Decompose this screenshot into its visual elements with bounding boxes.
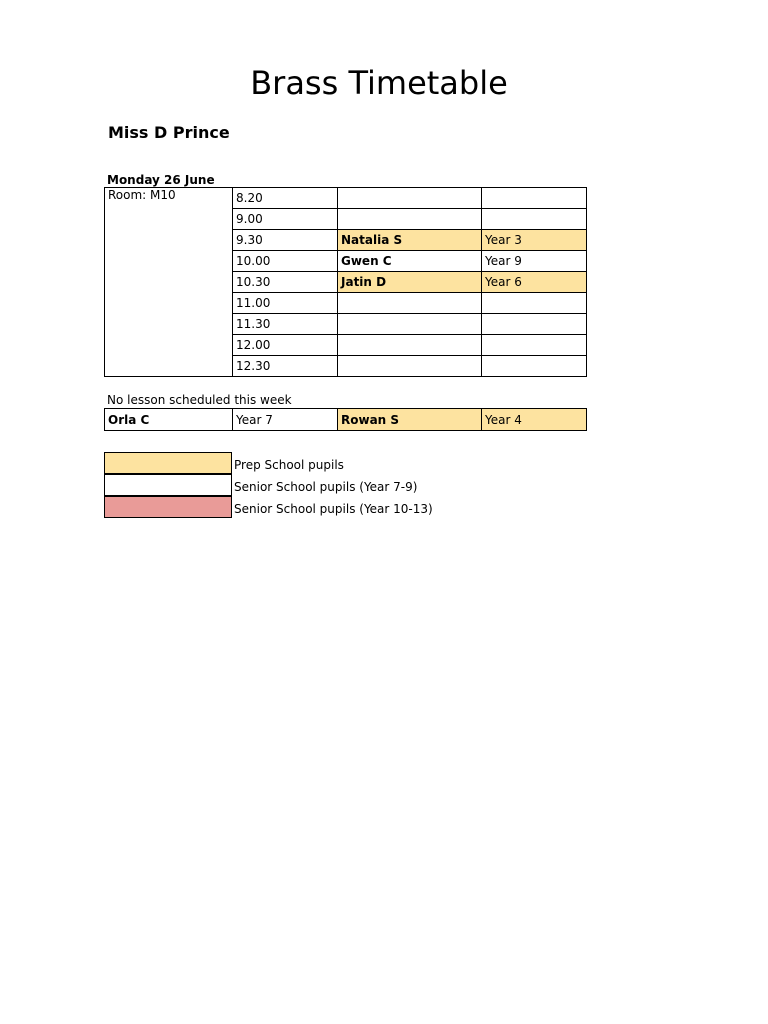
pupil-cell	[338, 356, 482, 377]
year-cell	[482, 356, 587, 377]
legend-swatch-prep	[104, 452, 232, 474]
no-lesson-label: No lesson scheduled this week	[107, 393, 292, 407]
time-cell: 10.30	[233, 272, 338, 293]
year-cell	[482, 335, 587, 356]
table-row	[105, 409, 587, 431]
year-cell: Year 9	[482, 251, 587, 272]
time-cell: 8.20	[233, 188, 338, 209]
year-cell	[482, 209, 587, 230]
year-cell: Year 3	[482, 230, 587, 251]
legend-label: Senior School pupils (Year 10-13)	[234, 502, 433, 516]
pupil-cell: Rowan S	[338, 409, 482, 431]
pupil-cell: Natalia S	[338, 230, 482, 251]
year-cell	[482, 314, 587, 335]
pupil-cell: Gwen C	[338, 251, 482, 272]
pupil-cell	[338, 293, 482, 314]
pupil-cell	[338, 335, 482, 356]
year-cell	[482, 293, 587, 314]
teacher-name: Miss D Prince	[108, 123, 230, 142]
legend-label: Prep School pupils	[234, 458, 344, 472]
legend-swatch-senior-7-9	[104, 474, 232, 496]
pupil-cell	[338, 209, 482, 230]
year-cell: Year 4	[482, 409, 587, 431]
legend-swatch-senior-10-13	[104, 496, 232, 518]
time-cell: 12.00	[233, 335, 338, 356]
time-cell: 10.00	[233, 251, 338, 272]
year-cell: Year 6	[482, 272, 587, 293]
timetable	[104, 187, 587, 377]
pupil-cell: Jatin D	[338, 272, 482, 293]
time-cell: 9.00	[233, 209, 338, 230]
time-cell: 11.00	[233, 293, 338, 314]
legend-label: Senior School pupils (Year 7-9)	[234, 480, 418, 494]
time-cell: 12.30	[233, 356, 338, 377]
year-cell	[482, 188, 587, 209]
table-row	[105, 188, 587, 209]
day-heading: Monday 26 June	[107, 173, 215, 187]
pupil-cell	[338, 188, 482, 209]
room-cell: Room: M10	[105, 188, 233, 377]
year-cell: Year 7	[233, 409, 338, 431]
time-cell: 9.30	[233, 230, 338, 251]
time-cell: 11.30	[233, 314, 338, 335]
page-title: Brass Timetable	[250, 64, 508, 102]
pupil-cell	[338, 314, 482, 335]
no-lesson-table	[104, 408, 587, 431]
pupil-cell: Orla C	[105, 409, 233, 431]
